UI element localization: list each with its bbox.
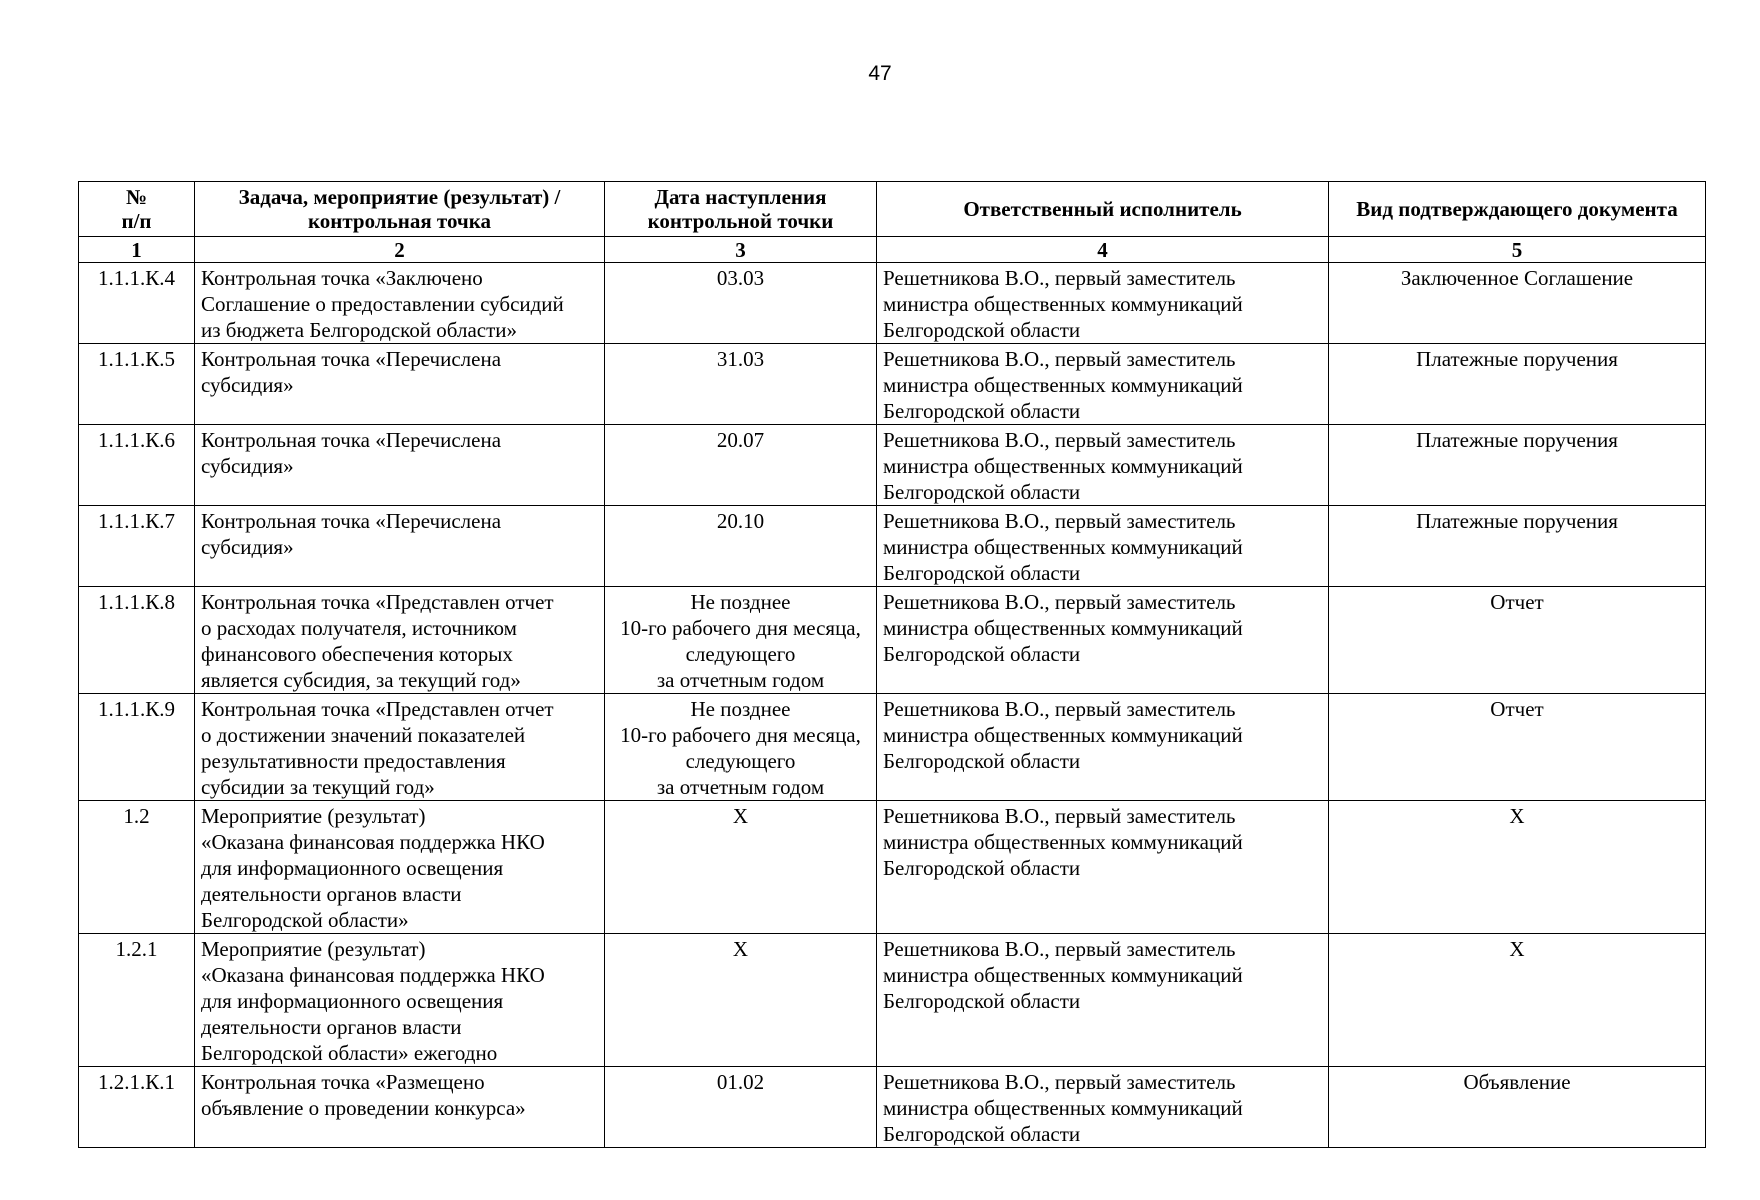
header-number: № п/п (79, 182, 195, 237)
row-date: Не позднее 10-го рабочего дня месяца, следующего за отчетным годом (605, 587, 877, 694)
row-document: Платежные поручения (1329, 344, 1706, 425)
column-number: 3 (605, 237, 877, 263)
column-number: 4 (877, 237, 1329, 263)
row-date: Не позднее 10-го рабочего дня месяца, следующего за отчетным годом (605, 694, 877, 801)
row-responsible: Решетникова В.О., первый заместитель министра общественных коммуникаций Белгородской области (877, 425, 1329, 506)
row-task: Контрольная точка «Представлен отчет о достижении значений показателей результативности предоставления субсидии за текущий год» (195, 694, 605, 801)
row-responsible: Решетникова В.О., первый заместитель министра общественных коммуникаций Белгородской области (877, 934, 1329, 1067)
row-task: Контрольная точка «Заключено Соглашение о предоставлении субсидий из бюджета Белгородской области» (195, 263, 605, 344)
row-date: Х (605, 934, 877, 1067)
row-document: Заключенное Соглашение (1329, 263, 1706, 344)
row-number: 1.2 (79, 801, 195, 934)
row-document: Х (1329, 934, 1706, 1067)
header-task: Задача, мероприятие (результат) / контрольная точка (195, 182, 605, 237)
header-date: Дата наступления контрольной точки (605, 182, 877, 237)
row-task: Контрольная точка «Перечислена субсидия» (195, 506, 605, 587)
row-number: 1.1.1.К.8 (79, 587, 195, 694)
column-number: 1 (79, 237, 195, 263)
row-date: 20.10 (605, 506, 877, 587)
row-responsible: Решетникова В.О., первый заместитель министра общественных коммуникаций Белгородской области (877, 506, 1329, 587)
row-number: 1.1.1.К.4 (79, 263, 195, 344)
row-document: Х (1329, 801, 1706, 934)
row-responsible: Решетникова В.О., первый заместитель министра общественных коммуникаций Белгородской области (877, 1067, 1329, 1148)
row-task: Контрольная точка «Размещено объявление о проведении конкурса» (195, 1067, 605, 1148)
table-row (79, 263, 1706, 344)
column-number-row (79, 237, 1706, 263)
row-number: 1.1.1.К.9 (79, 694, 195, 801)
row-task: Контрольная точка «Перечислена субсидия» (195, 425, 605, 506)
table-header-row (79, 182, 1706, 237)
control-points-table (78, 181, 1706, 1148)
row-number: 1.1.1.К.5 (79, 344, 195, 425)
row-responsible: Решетникова В.О., первый заместитель министра общественных коммуникаций Белгородской области (877, 801, 1329, 934)
row-responsible: Решетникова В.О., первый заместитель министра общественных коммуникаций Белгородской области (877, 694, 1329, 801)
table-row (79, 587, 1706, 694)
table-row (79, 694, 1706, 801)
row-date: 20.07 (605, 425, 877, 506)
row-task: Мероприятие (результат) «Оказана финансовая поддержка НКО для информационного освещения деятельности органов власти Белгородской области» ежегодно (195, 934, 605, 1067)
row-document: Платежные поручения (1329, 506, 1706, 587)
row-document: Отчет (1329, 587, 1706, 694)
row-date: 03.03 (605, 263, 877, 344)
row-responsible: Решетникова В.О., первый заместитель министра общественных коммуникаций Белгородской области (877, 587, 1329, 694)
column-number: 2 (195, 237, 605, 263)
row-number: 1.1.1.К.7 (79, 506, 195, 587)
row-number: 1.2.1 (79, 934, 195, 1067)
row-date: 01.02 (605, 1067, 877, 1148)
page-number: 47 (868, 62, 892, 85)
header-document: Вид подтверждающего документа (1329, 182, 1706, 237)
table-row (79, 1067, 1706, 1148)
row-number: 1.2.1.К.1 (79, 1067, 195, 1148)
row-task: Мероприятие (результат) «Оказана финансовая поддержка НКО для информационного освещения деятельности органов власти Белгородской области» (195, 801, 605, 934)
table-row (79, 506, 1706, 587)
row-task: Контрольная точка «Представлен отчет о расходах получателя, источником финансового обеспечения которых является субсидия, за текущий год» (195, 587, 605, 694)
table-row (79, 801, 1706, 934)
row-date: Х (605, 801, 877, 934)
row-responsible: Решетникова В.О., первый заместитель министра общественных коммуникаций Белгородской области (877, 344, 1329, 425)
row-date: 31.03 (605, 344, 877, 425)
table-row (79, 934, 1706, 1067)
row-task: Контрольная точка «Перечислена субсидия» (195, 344, 605, 425)
row-document: Платежные поручения (1329, 425, 1706, 506)
header-responsible: Ответственный исполнитель (877, 182, 1329, 237)
column-number: 5 (1329, 237, 1706, 263)
table-row (79, 425, 1706, 506)
row-number: 1.1.1.К.6 (79, 425, 195, 506)
row-document: Отчет (1329, 694, 1706, 801)
row-document: Объявление (1329, 1067, 1706, 1148)
table-row (79, 344, 1706, 425)
row-responsible: Решетникова В.О., первый заместитель министра общественных коммуникаций Белгородской области (877, 263, 1329, 344)
